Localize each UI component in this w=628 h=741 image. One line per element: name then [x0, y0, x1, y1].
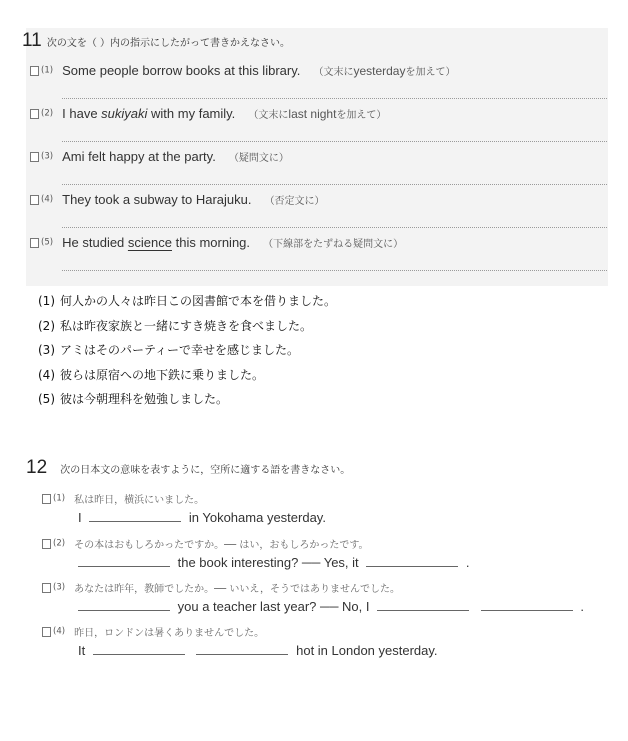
- item-sentence: Some people borrow books at this library.: [62, 63, 301, 78]
- item-sentence: Ami felt happy at the party.: [62, 149, 216, 164]
- answer-line[interactable]: [62, 141, 607, 142]
- blank-input[interactable]: [78, 609, 170, 611]
- exercise-12-item-1-prompt: (1) 私は昨日，横浜にいました。: [42, 488, 204, 507]
- checkbox[interactable]: [30, 195, 39, 205]
- item-instruction-note: （疑問文に）: [228, 153, 289, 164]
- item-instruction-note: （文末にlast nightを加えて）: [248, 107, 387, 121]
- checkbox[interactable]: [42, 583, 51, 593]
- blank-input[interactable]: [377, 609, 469, 611]
- exercise-11-number: 11: [22, 30, 42, 51]
- checkbox[interactable]: [42, 627, 51, 637]
- blank-input[interactable]: [196, 653, 288, 655]
- exercise-12-item-3-sentence: you a teacher last year? ── No, I .: [78, 599, 584, 614]
- item-sentence: They took a subway to Harajuku.: [62, 192, 252, 207]
- item-instruction-note: （文末にyesterdayを加えて）: [313, 64, 456, 78]
- answer-line[interactable]: [62, 227, 607, 228]
- exercise-11-item-4: (4) They took a subway to Harajuku. （否定文に）: [30, 189, 325, 208]
- blank-input[interactable]: [78, 565, 170, 567]
- exercise-12-item-4-prompt: (4) 昨日，ロンドンは暑くありませんでした。: [42, 621, 264, 640]
- checkbox[interactable]: [30, 238, 39, 248]
- translation-5: (5) 彼は今朝理科を勉強しました。: [38, 392, 229, 406]
- checkbox[interactable]: [42, 539, 51, 549]
- exercise-12-header: [26, 457, 350, 479]
- exercise-12-item-4-sentence: It hot in London yesterday.: [78, 643, 438, 658]
- item-sentence: He studied science this morning.: [62, 235, 251, 250]
- exercise-11-item-2: (2) I have sukiyaki with my family. （文末にlast nightを加えて）: [30, 103, 386, 122]
- translation-3: (3) アミはそのパーティーで幸せを感じました。: [38, 343, 300, 357]
- blank-input[interactable]: [93, 653, 185, 655]
- translation-1: (1) 何人かの人々は昨日この図書館で本を借りました。: [38, 294, 337, 308]
- answer-line[interactable]: [62, 98, 607, 99]
- checkbox[interactable]: [30, 66, 39, 76]
- translation-4: (4) 彼らは原宿への地下鉄に乗りました。: [38, 368, 265, 382]
- exercise-11-instruction: 次の文を（ ）内の指示にしたがって書きかえなさい。: [46, 38, 291, 49]
- answer-line[interactable]: [62, 270, 607, 271]
- exercise-12-item-2-prompt: (2) その本はおもしろかったですか。── はい，おもしろかったです。: [42, 533, 369, 552]
- exercise-12-instruction: 次の日本文の意味を表すように，空所に適する語を書きなさい。: [60, 465, 351, 476]
- checkbox[interactable]: [30, 109, 39, 119]
- checkbox[interactable]: [42, 494, 51, 504]
- translation-2: (2) 私は昨夜家族と一緒にすき焼きを食べました。: [38, 319, 313, 333]
- exercise-12-item-2-sentence: the book interesting? ── Yes, it .: [78, 555, 470, 570]
- exercise-12-number: 12: [26, 457, 48, 478]
- blank-input[interactable]: [89, 520, 181, 522]
- answer-line[interactable]: [62, 184, 607, 185]
- underlined-word: science: [127, 235, 172, 250]
- item-instruction-note: （下線部をたずねる疑問文に）: [263, 239, 404, 250]
- exercise-11-item-5: (5) He studied science this morning. （下線部をたずねる疑問文に）: [30, 232, 403, 251]
- item-sentence: I have sukiyaki with my family.: [62, 106, 236, 121]
- blank-input[interactable]: [366, 565, 458, 567]
- exercise-11-item-1: (1) Some people borrow books at this library. （文末にyesterdayを加えて）: [30, 60, 455, 79]
- blank-input[interactable]: [481, 609, 573, 611]
- item-instruction-note: （否定文に）: [264, 196, 325, 207]
- exercise-11-item-3: (3) Ami felt happy at the party. （疑問文に）: [30, 146, 289, 165]
- exercise-11-header: [22, 30, 290, 52]
- checkbox[interactable]: [30, 152, 39, 162]
- exercise-12-item-1-sentence: I in Yokohama yesterday.: [78, 510, 326, 525]
- exercise-12-item-3-prompt: (3) あなたは昨年，教師でしたか。── いいえ，そうではありませんでした。: [42, 577, 400, 596]
